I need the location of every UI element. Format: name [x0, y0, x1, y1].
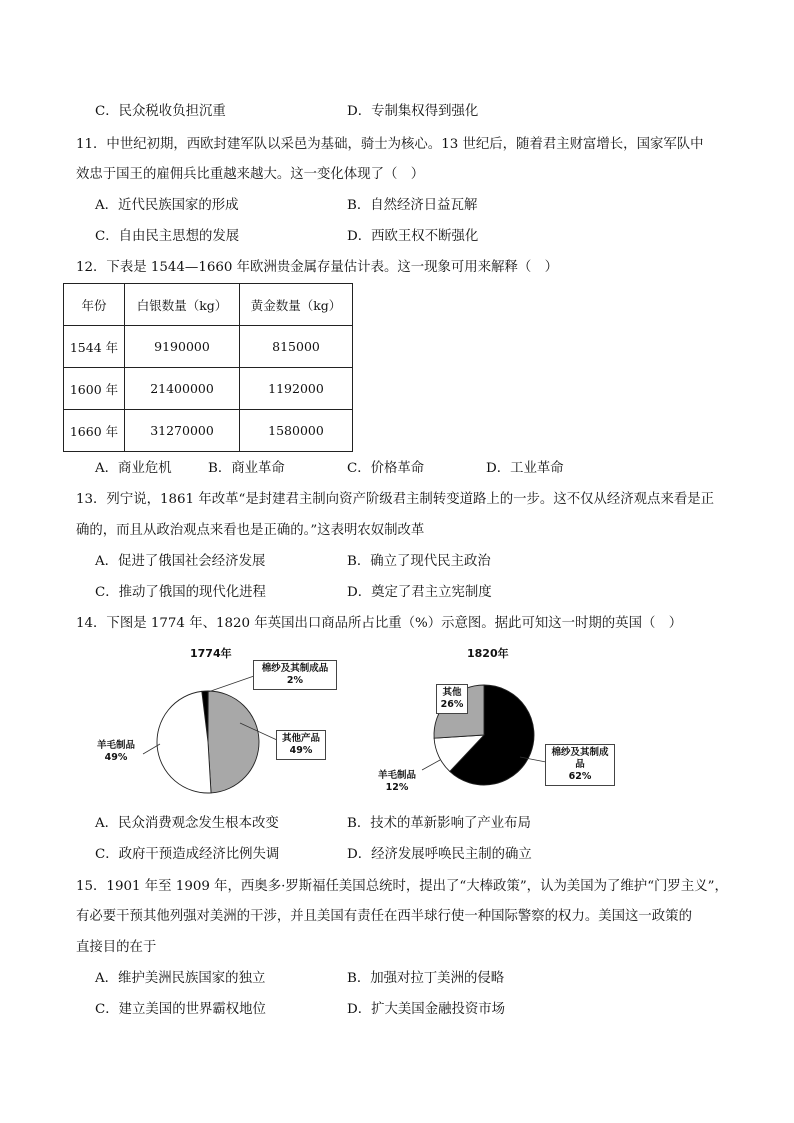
slice-value: 62% — [568, 771, 592, 782]
q13-option-a: A．促进了俄国社会经济发展 — [95, 554, 266, 569]
q12-option-b: B．商业革命 — [208, 461, 285, 476]
label-1774-cotton — [253, 660, 337, 690]
q14-option-d: D．经济发展呼唤民主制的确立 — [347, 847, 532, 862]
table-cell: 1580000 — [240, 410, 353, 452]
q10-option-d: D．专制集权得到强化 — [347, 104, 479, 119]
q12-option-a: A．商业危机 — [95, 461, 172, 476]
q11-option-c: C．自由民主思想的发展 — [95, 229, 240, 244]
q15-option-c: C．建立美国的世界霸权地位 — [95, 1002, 266, 1017]
slice-value: 26% — [440, 699, 464, 710]
slice-name: 羊毛制品 — [96, 740, 135, 751]
slice-value: 12% — [385, 782, 409, 793]
table-header-cell: 白银数量（kg） — [125, 284, 240, 326]
table-cell: 1192000 — [240, 368, 353, 410]
slice-name: 棉纱及其制成品 — [551, 747, 609, 770]
q12-option-c: C．价格革命 — [347, 461, 425, 476]
table-cell: 815000 — [240, 326, 353, 368]
q12-option-d: D．工业革命 — [486, 461, 564, 476]
table-header-cell: 年份 — [64, 284, 125, 326]
slice-value: 49% — [289, 745, 313, 756]
slice-name: 羊毛制品 — [377, 770, 416, 781]
table-cell: 21400000 — [125, 368, 240, 410]
q13-option-b: B．确立了现代民主政治 — [347, 554, 491, 569]
q11-option-d: D．西欧王权不断强化 — [347, 229, 479, 244]
q14-stem: 14．下图是 1774 年、1820 年英国出口商品所占比重（%）示意图。据此可知这一时期的英国（ ） — [76, 616, 683, 631]
label-1820-wool — [373, 770, 421, 794]
label-1820-other — [436, 684, 468, 714]
slice-value: 49% — [104, 752, 128, 763]
q13-option-d: D．奠定了君主立宪制度 — [347, 585, 492, 600]
q15-option-a: A．维护美洲民族国家的独立 — [95, 971, 266, 986]
slice-value: 2% — [286, 675, 304, 686]
table-cell: 9190000 — [125, 326, 240, 368]
q13-stem-line2: 确的，而且从政治观点来看也是正确的。”这表明农奴制改革 — [76, 523, 425, 538]
label-1774-wool — [92, 740, 140, 764]
label-1774-other — [276, 730, 326, 760]
q11-option-a: A．近代民族国家的形成 — [95, 198, 239, 213]
q10-option-c: C．民众税收负担沉重 — [95, 104, 226, 119]
q14-option-a: A．民众消费观念发生根本改变 — [95, 816, 279, 831]
pie-slice-0-1 — [208, 691, 259, 793]
q11-stem-line1: 11．中世纪初期，西欧封建军队以采邑为基础，骑士为核心。13 世纪后，随着君主财富增长，国家军队中 — [76, 137, 704, 152]
table-cell: 1544 年 — [64, 326, 125, 368]
q15-option-d: D．扩大美国金融投资市场 — [347, 1002, 506, 1017]
leader-line — [422, 760, 440, 770]
q12-stem: 12．下表是 1544—1660 年欧洲贵金属存量估计表。这一现象可用来解释（ ） — [76, 260, 559, 275]
q15-stem-line2: 有必要干预其他列强对美洲的干涉，并且美国有责任在西半球行使一种国际警察的权力。美国这一政策的 — [76, 909, 692, 924]
slice-name: 棉纱及其制成品 — [261, 663, 329, 674]
slice-name: 其他产品 — [281, 733, 320, 744]
table-header-cell: 黄金数量（kg） — [240, 284, 353, 326]
q11-stem-line2: 效忠于国王的雇佣兵比重越来越大。这一变化体现了（ ） — [76, 167, 425, 182]
q13-option-c: C．推动了俄国的现代化进程 — [95, 585, 266, 600]
pie-chart-1774 — [157, 691, 259, 793]
q13-stem-line1: 13．列宁说，1861 年改革“是封建君主制向资产阶级君主制转变道路上的一步。这不仅从经济观点来看是正 — [76, 492, 715, 507]
q11-option-b: B．自然经济日益瓦解 — [347, 198, 478, 213]
q14-option-c: C．政府干预造成经济比例失调 — [95, 847, 280, 862]
slice-name: 其他 — [442, 687, 462, 698]
table-cell: 1600 年 — [64, 368, 125, 410]
pie-slice-0-2 — [157, 691, 211, 793]
chart-1774-title: 1774年 — [190, 647, 232, 660]
q14-option-b: B．技术的革新影响了产业布局 — [347, 816, 531, 831]
label-1820-cotton — [545, 744, 615, 786]
q15-stem-line1: 15．1901 年至 1909 年，西奥多·罗斯福任美国总统时，提出了“大棒政策”，认为美国为了维护“门罗主义”， — [76, 879, 728, 894]
chart-1820-title: 1820年 — [467, 647, 509, 660]
table-cell: 1660 年 — [64, 410, 125, 452]
q15-stem-line3: 直接目的在于 — [76, 940, 157, 955]
leader-line — [208, 676, 254, 692]
table-cell: 31270000 — [125, 410, 240, 452]
q15-option-b: B．加强对拉丁美洲的侵略 — [347, 971, 505, 986]
